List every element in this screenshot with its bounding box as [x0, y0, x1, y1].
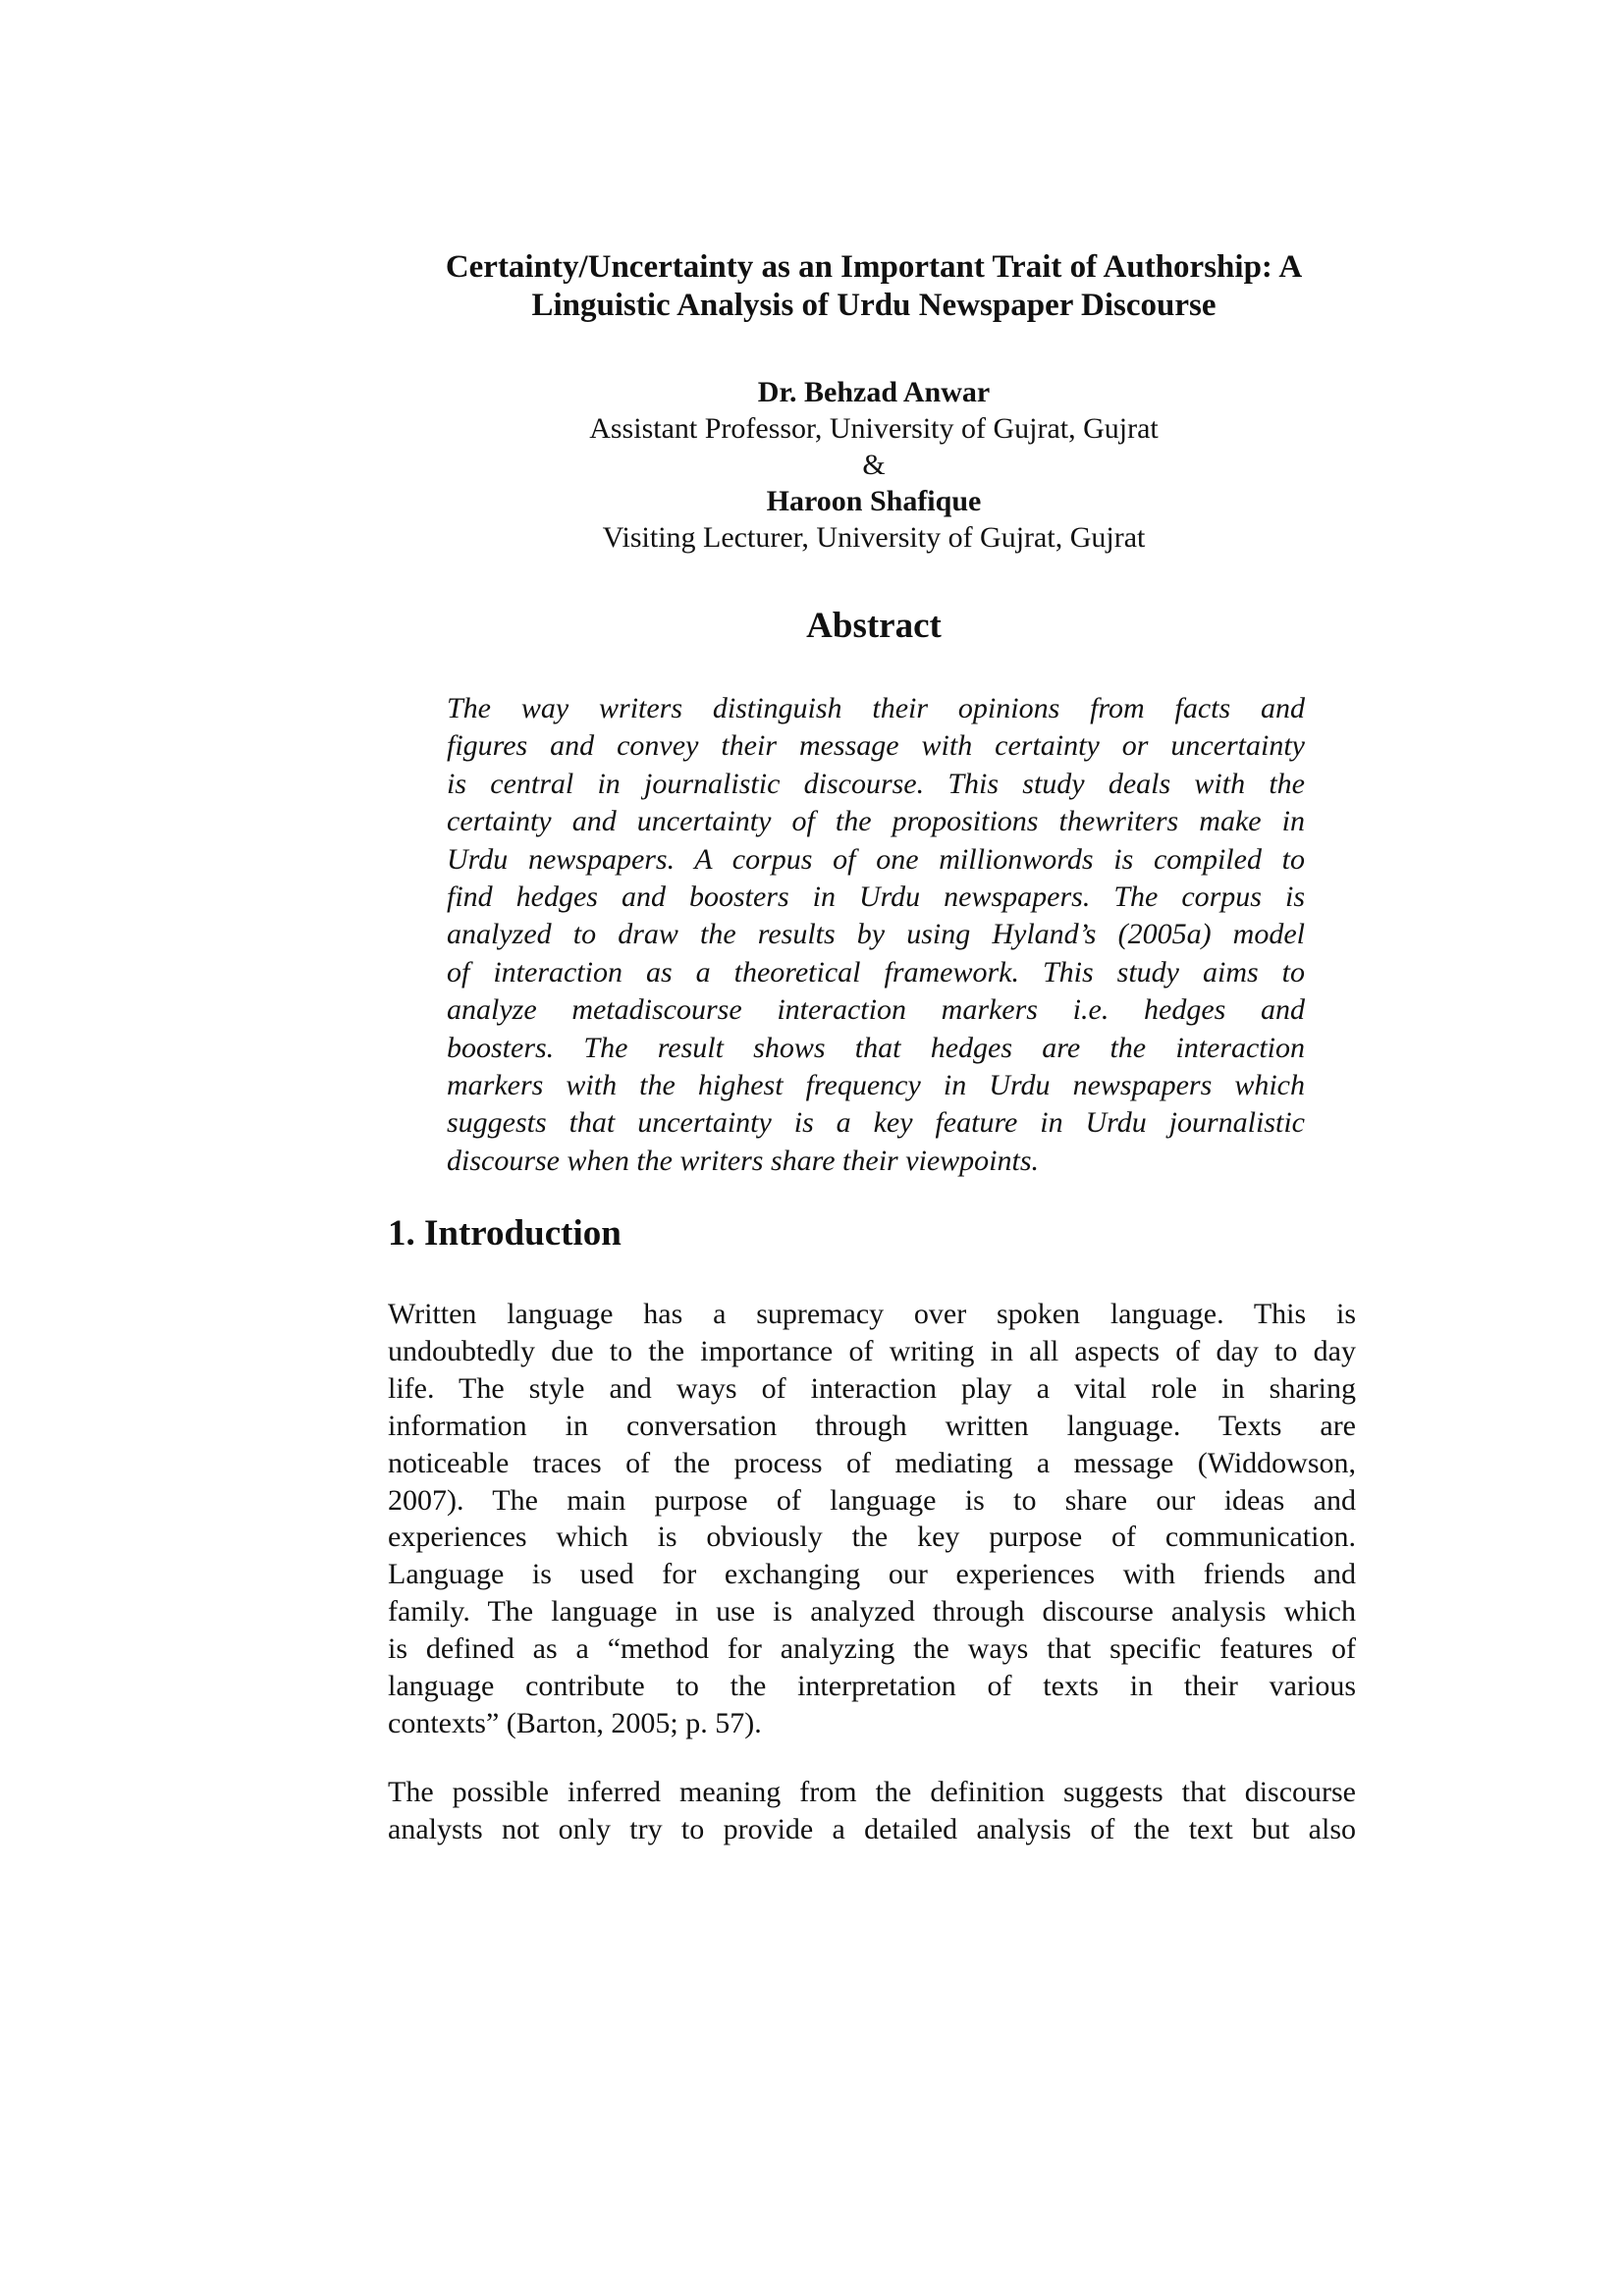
paragraph-line: 2007). The main purpose of language is to share our ideas and: [388, 1483, 1356, 1517]
paragraph-line: family. The language in use is analyzed through discourse analysis which: [388, 1595, 1356, 1629]
paragraph-line: The possible inferred meaning from the definition suggests that discourse: [388, 1776, 1356, 1808]
paragraph-line: analysts not only try to provide a detailed analysis of the text but also: [388, 1812, 1356, 1845]
abstract-line: certainty and uncertainty of the propositions thewriters make in: [447, 805, 1305, 838]
abstract-line: suggests that uncertainty is a key feature in Urdu journalistic: [447, 1106, 1305, 1140]
paragraph-line: language contribute to the interpretation of texts in their various: [388, 1670, 1356, 1703]
abstract-line: figures and convey their message with certainty or uncertainty: [447, 729, 1305, 763]
abstract-line: analyze metadiscourse interaction markers i.e. hedges and: [447, 993, 1305, 1027]
abstract-line: The way writers distinguish their opinions from facts and: [447, 692, 1305, 724]
abstract-line: of interaction as a theoretical framework. This study aims to: [447, 955, 1305, 988]
author-separator: &: [862, 449, 886, 481]
abstract-line: Urdu newspapers. A corpus of one millionwords is compiled to: [447, 842, 1305, 876]
paragraph-introduction-2: [388, 1774, 1356, 1848]
paragraph-line: experiences which is obviously the key purpose of communication.: [388, 1521, 1356, 1554]
abstract-line: boosters. The result shows that hedges are the interaction: [447, 1031, 1305, 1064]
paragraph-line: life. The style and ways of interaction play a vital role in sharing: [388, 1371, 1356, 1405]
paragraph-line: undoubtedly due to the importance of writing in all aspects of day to day: [388, 1334, 1356, 1367]
abstract-line: discourse when the writers share their viewpoints.: [447, 1144, 1040, 1177]
abstract-line: markers with the highest frequency in Urdu newspapers which: [447, 1069, 1305, 1102]
title-line-2: Linguistic Analysis of Urdu Newspaper Discourse: [531, 288, 1217, 323]
abstract-line: analyzed to draw the results by using Hyland’s (2005a) model: [447, 918, 1305, 951]
section-heading-introduction: 1. Introduction: [388, 1213, 622, 1254]
paragraph-line: Written language has a supremacy over spoken language. This is: [388, 1298, 1356, 1330]
abstract-text: [447, 690, 1305, 1180]
paragraph-line: noticeable traces of the process of mediating a message (Widdowson,: [388, 1446, 1356, 1479]
paragraph-introduction-1: [388, 1296, 1356, 1742]
abstract-line: find hedges and boosters in Urdu newspapers. The corpus is: [447, 881, 1305, 914]
paragraph-line: contexts” (Barton, 2005; p. 57).: [388, 1706, 762, 1739]
paper-title: [353, 248, 1394, 325]
abstract-line: is central in journalistic discourse. This study deals with the: [447, 767, 1305, 800]
author-block: [461, 374, 1286, 556]
author-affiliation: Assistant Professor, University of Gujrat, Gujrat: [589, 412, 1159, 445]
abstract-heading: Abstract: [806, 606, 942, 646]
paragraph-line: Language is used for exchanging our experiences with friends and: [388, 1558, 1356, 1591]
paragraph-line: is defined as a “method for analyzing the ways that specific features of: [388, 1632, 1356, 1666]
paragraph-line: information in conversation through written language. Texts are: [388, 1409, 1356, 1442]
author-name: Haroon Shafique: [766, 485, 982, 517]
author-name: Dr. Behzad Anwar: [757, 376, 991, 408]
title-line-1: Certainty/Uncertainty as an Important Trait of Authorship: A: [445, 249, 1303, 285]
author-affiliation: Visiting Lecturer, University of Gujrat, Gujrat: [602, 521, 1146, 554]
